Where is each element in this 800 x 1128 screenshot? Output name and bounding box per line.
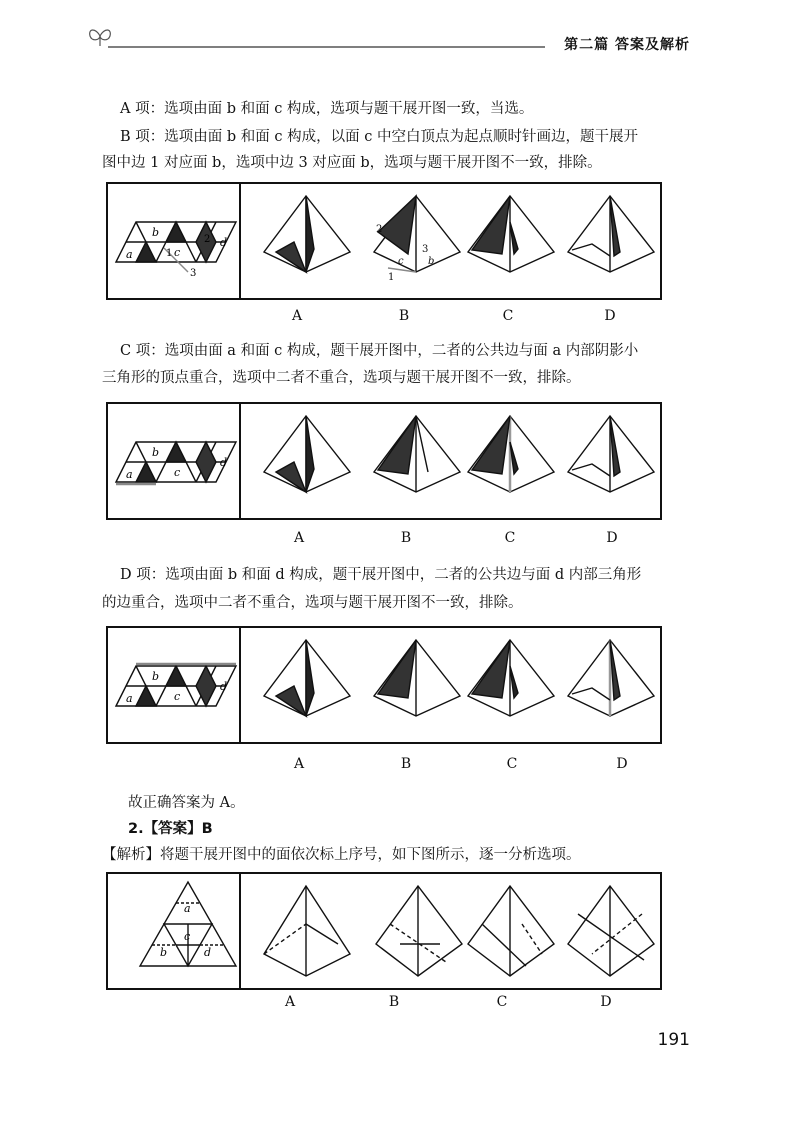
pyramid-option-c [468,886,554,976]
option-label-c: C [502,308,514,324]
pyramid-option-b [374,196,460,283]
svg-text:c: c [174,246,181,259]
svg-text:3: 3 [422,244,429,255]
svg-text:a: a [184,902,191,915]
figure-box-3 [106,626,662,744]
pyramid-option-c [468,640,554,716]
pyramid-option-a [264,196,350,272]
option-label-a: A [291,308,303,324]
option-d-analysis-line2: 的边重合，选项中二者不重合，选项与题干展开图不一致，排除。 [102,595,523,611]
q2-answer: 2.【答案】B [128,821,213,837]
figure-4-drawing [108,874,660,988]
svg-text:2: 2 [204,234,211,245]
option-label-a: A [293,530,305,546]
svg-text:b: b [152,446,160,459]
svg-text:c: c [398,256,404,267]
svg-text:b: b [152,226,160,239]
q2-analysis: 【解析】将题干展开图中的面依次标上序号，如下图所示，逐一分析选项。 [102,847,581,863]
option-b-analysis-line2: 图中边 1 对应面 b，选项中边 3 对应面 b，选项与题干展开图不一致，排除。 [102,155,602,171]
option-label-b: B [398,308,410,324]
pyramid-option-d [568,640,654,716]
svg-text:d: d [220,236,228,249]
option-label-c: C [506,756,518,772]
svg-text:c: c [174,466,181,479]
option-label-d: D [606,530,618,546]
figure-2-drawing [108,404,660,518]
triangular-net [140,882,236,966]
leaf-icon [90,30,100,40]
option-label-c: C [496,994,508,1010]
svg-text:a: a [126,468,133,481]
page-number: 191 [657,1030,690,1050]
pyramid-option-a [264,886,350,976]
option-label-d: D [600,994,612,1010]
option-c-analysis-line2: 三角形的顶点重合，选项中二者不重合，选项与题干展开图不一致，排除。 [102,370,581,386]
svg-text:3: 3 [190,268,197,279]
figure-1-drawing [108,184,660,298]
figure-box-1 [106,182,662,300]
option-d-analysis-line1: D 项：选项由面 b 和面 d 构成，题干展开图中，二者的公共边与面 d 内部三角形 [120,567,642,583]
svg-text:b: b [428,256,435,267]
figure-box-2 [106,402,662,520]
svg-text:d: d [220,456,228,469]
option-label-a: A [293,756,305,772]
option-label-a: A [284,994,296,1010]
svg-text:a: a [126,248,133,261]
svg-text:d: d [204,946,212,959]
svg-text:b: b [160,946,168,959]
option-label-d: D [604,308,616,324]
figure-box-4 [106,872,662,990]
pyramid-option-d [568,196,654,272]
pyramid-option-b [374,640,460,716]
svg-text:d: d [220,680,228,693]
pyramid-option-d [568,416,654,492]
option-c-analysis-line1: C 项：选项由面 a 和面 c 构成，题干展开图中，二者的公共边与面 a 内部阴影小 [120,343,639,359]
svg-text:c: c [174,690,181,703]
option-label-d: D [616,756,628,772]
svg-text:a: a [126,692,133,705]
pyramid-option-c [468,196,554,272]
svg-text:2: 2 [376,224,383,235]
svg-text:1: 1 [166,248,173,259]
pyramid-option-d [568,886,654,976]
svg-text:1: 1 [388,272,395,283]
pyramid-option-b [376,886,462,976]
pyramid-option-a [264,416,350,492]
section-title: 第二篇 答案及解析 [564,37,690,53]
pyramid-option-c [468,416,554,492]
option-b-analysis-line1: B 项：选项由面 b 和面 c 构成，以面 c 中空白顶点为起点顺时针画边，题干展开 [120,129,638,145]
option-label-b: B [388,994,400,1010]
svg-text:c: c [184,930,191,943]
pyramid-option-b [374,416,460,492]
pyramid-option-a [264,640,350,716]
page-header [0,0,800,60]
svg-text:b: b [152,670,160,683]
conclusion: 故正确答案为 A。 [128,795,245,811]
figure-3-drawing [108,628,660,742]
option-label-c: C [504,530,516,546]
option-a-analysis: A 项：选项由面 b 和面 c 构成，选项与题干展开图一致，当选。 [120,101,534,117]
option-label-b: B [400,530,412,546]
option-label-b: B [400,756,412,772]
